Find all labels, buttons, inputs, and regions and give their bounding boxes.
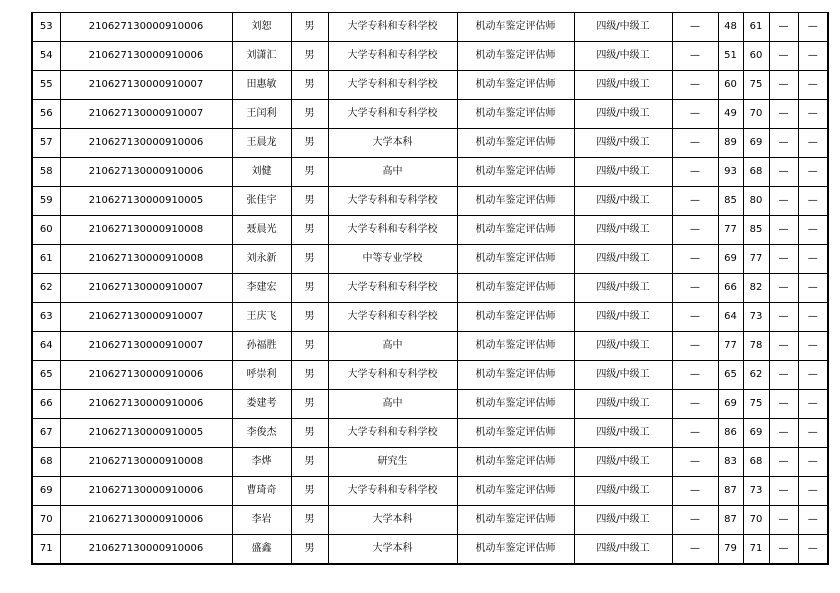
table-row <box>32 245 828 274</box>
blank-cell: — <box>672 332 718 361</box>
gender-cell: 男 <box>291 158 328 187</box>
gender-cell: 男 <box>291 390 328 419</box>
name-cell: 李烨 <box>232 448 291 477</box>
occupation-cell: 机动车鉴定评估师 <box>457 274 574 303</box>
blank-cell: — <box>672 216 718 245</box>
theory-score-cell: 65 <box>718 361 743 390</box>
table-row <box>32 535 828 565</box>
blank-cell: — <box>769 274 798 303</box>
level-cell: 四级/中级工 <box>574 448 672 477</box>
blank-cell: — <box>798 245 828 274</box>
practical-score-cell: 60 <box>743 42 769 71</box>
table-row <box>32 42 828 71</box>
name-cell: 刘健 <box>232 158 291 187</box>
gender-cell: 男 <box>291 187 328 216</box>
education-cell: 大学专科和专科学校 <box>328 274 457 303</box>
gender-cell: 男 <box>291 303 328 332</box>
occupation-cell: 机动车鉴定评估师 <box>457 13 574 42</box>
level-cell: 四级/中级工 <box>574 42 672 71</box>
blank-cell: — <box>769 361 798 390</box>
education-cell: 大学专科和专科学校 <box>328 71 457 100</box>
theory-score-cell: 83 <box>718 448 743 477</box>
education-cell: 大学专科和专科学校 <box>328 42 457 71</box>
blank-cell: — <box>672 42 718 71</box>
blank-cell: — <box>798 158 828 187</box>
occupation-cell: 机动车鉴定评估师 <box>457 506 574 535</box>
id-number-cell: 210627130000910005 <box>60 419 232 448</box>
blank-cell: — <box>769 245 798 274</box>
practical-score-cell: 82 <box>743 274 769 303</box>
theory-score-cell: 79 <box>718 535 743 565</box>
blank-cell: — <box>769 448 798 477</box>
level-cell: 四级/中级工 <box>574 332 672 361</box>
occupation-cell: 机动车鉴定评估师 <box>457 361 574 390</box>
education-cell: 大学本科 <box>328 535 457 565</box>
practical-score-cell: 73 <box>743 303 769 332</box>
level-cell: 四级/中级工 <box>574 71 672 100</box>
blank-cell: — <box>769 303 798 332</box>
name-cell: 孙福胜 <box>232 332 291 361</box>
id-number-cell: 210627130000910006 <box>60 158 232 187</box>
gender-cell: 男 <box>291 71 328 100</box>
candidate-results-table <box>31 12 829 565</box>
education-cell: 中等专业学校 <box>328 245 457 274</box>
blank-cell: — <box>672 506 718 535</box>
blank-cell: — <box>798 216 828 245</box>
occupation-cell: 机动车鉴定评估师 <box>457 477 574 506</box>
gender-cell: 男 <box>291 129 328 158</box>
table-row <box>32 274 828 303</box>
theory-score-cell: 60 <box>718 71 743 100</box>
blank-cell: — <box>672 390 718 419</box>
gender-cell: 男 <box>291 13 328 42</box>
education-cell: 高中 <box>328 390 457 419</box>
practical-score-cell: 73 <box>743 477 769 506</box>
id-number-cell: 210627130000910006 <box>60 42 232 71</box>
table-row <box>32 419 828 448</box>
id-number-cell: 210627130000910007 <box>60 71 232 100</box>
occupation-cell: 机动车鉴定评估师 <box>457 187 574 216</box>
name-cell: 盛鑫 <box>232 535 291 565</box>
blank-cell: — <box>769 71 798 100</box>
practical-score-cell: 75 <box>743 71 769 100</box>
blank-cell: — <box>672 158 718 187</box>
gender-cell: 男 <box>291 274 328 303</box>
level-cell: 四级/中级工 <box>574 506 672 535</box>
theory-score-cell: 66 <box>718 274 743 303</box>
table-row <box>32 448 828 477</box>
blank-cell: — <box>798 71 828 100</box>
row-number-cell: 62 <box>32 274 60 303</box>
row-number-cell: 66 <box>32 390 60 419</box>
practical-score-cell: 71 <box>743 535 769 565</box>
blank-cell: — <box>798 448 828 477</box>
blank-cell: — <box>798 332 828 361</box>
occupation-cell: 机动车鉴定评估师 <box>457 390 574 419</box>
blank-cell: — <box>798 129 828 158</box>
blank-cell: — <box>798 100 828 129</box>
education-cell: 大学专科和专科学校 <box>328 361 457 390</box>
table-row <box>32 332 828 361</box>
id-number-cell: 210627130000910007 <box>60 303 232 332</box>
occupation-cell: 机动车鉴定评估师 <box>457 245 574 274</box>
blank-cell: — <box>798 274 828 303</box>
row-number-cell: 53 <box>32 13 60 42</box>
table-row <box>32 506 828 535</box>
blank-cell: — <box>798 361 828 390</box>
education-cell: 大学专科和专科学校 <box>328 100 457 129</box>
id-number-cell: 210627130000910007 <box>60 274 232 303</box>
education-cell: 研究生 <box>328 448 457 477</box>
level-cell: 四级/中级工 <box>574 187 672 216</box>
name-cell: 李俊杰 <box>232 419 291 448</box>
blank-cell: — <box>769 158 798 187</box>
blank-cell: — <box>672 245 718 274</box>
level-cell: 四级/中级工 <box>574 303 672 332</box>
row-number-cell: 61 <box>32 245 60 274</box>
table-row <box>32 129 828 158</box>
practical-score-cell: 69 <box>743 419 769 448</box>
row-number-cell: 69 <box>32 477 60 506</box>
practical-score-cell: 62 <box>743 361 769 390</box>
practical-score-cell: 80 <box>743 187 769 216</box>
occupation-cell: 机动车鉴定评估师 <box>457 448 574 477</box>
level-cell: 四级/中级工 <box>574 390 672 419</box>
name-cell: 刘恕 <box>232 13 291 42</box>
theory-score-cell: 51 <box>718 42 743 71</box>
name-cell: 王闰利 <box>232 100 291 129</box>
name-cell: 李建宏 <box>232 274 291 303</box>
name-cell: 刘潇汇 <box>232 42 291 71</box>
education-cell: 高中 <box>328 332 457 361</box>
name-cell: 王庆飞 <box>232 303 291 332</box>
name-cell: 张佳宇 <box>232 187 291 216</box>
blank-cell: — <box>769 535 798 565</box>
blank-cell: — <box>769 506 798 535</box>
blank-cell: — <box>672 303 718 332</box>
occupation-cell: 机动车鉴定评估师 <box>457 419 574 448</box>
id-number-cell: 210627130000910006 <box>60 535 232 565</box>
gender-cell: 男 <box>291 100 328 129</box>
table-row <box>32 158 828 187</box>
education-cell: 大学专科和专科学校 <box>328 13 457 42</box>
row-number-cell: 56 <box>32 100 60 129</box>
table-row <box>32 303 828 332</box>
practical-score-cell: 68 <box>743 158 769 187</box>
practical-score-cell: 70 <box>743 506 769 535</box>
blank-cell: — <box>672 100 718 129</box>
education-cell: 高中 <box>328 158 457 187</box>
practical-score-cell: 69 <box>743 129 769 158</box>
table-row <box>32 187 828 216</box>
gender-cell: 男 <box>291 506 328 535</box>
practical-score-cell: 70 <box>743 100 769 129</box>
id-number-cell: 210627130000910008 <box>60 245 232 274</box>
gender-cell: 男 <box>291 448 328 477</box>
level-cell: 四级/中级工 <box>574 100 672 129</box>
education-cell: 大学专科和专科学校 <box>328 216 457 245</box>
name-cell: 田惠敏 <box>232 71 291 100</box>
theory-score-cell: 77 <box>718 216 743 245</box>
blank-cell: — <box>798 303 828 332</box>
theory-score-cell: 89 <box>718 129 743 158</box>
blank-cell: — <box>769 477 798 506</box>
row-number-cell: 59 <box>32 187 60 216</box>
id-number-cell: 210627130000910006 <box>60 361 232 390</box>
blank-cell: — <box>769 129 798 158</box>
name-cell: 李岩 <box>232 506 291 535</box>
name-cell: 娄建考 <box>232 390 291 419</box>
education-cell: 大学专科和专科学校 <box>328 419 457 448</box>
blank-cell: — <box>672 71 718 100</box>
table-row <box>32 477 828 506</box>
occupation-cell: 机动车鉴定评估师 <box>457 332 574 361</box>
row-number-cell: 65 <box>32 361 60 390</box>
row-number-cell: 58 <box>32 158 60 187</box>
table-row <box>32 100 828 129</box>
theory-score-cell: 93 <box>718 158 743 187</box>
blank-cell: — <box>798 419 828 448</box>
occupation-cell: 机动车鉴定评估师 <box>457 216 574 245</box>
level-cell: 四级/中级工 <box>574 245 672 274</box>
theory-score-cell: 69 <box>718 390 743 419</box>
blank-cell: — <box>798 42 828 71</box>
id-number-cell: 210627130000910006 <box>60 506 232 535</box>
practical-score-cell: 68 <box>743 448 769 477</box>
occupation-cell: 机动车鉴定评估师 <box>457 42 574 71</box>
level-cell: 四级/中级工 <box>574 535 672 565</box>
theory-score-cell: 69 <box>718 245 743 274</box>
blank-cell: — <box>672 129 718 158</box>
blank-cell: — <box>798 535 828 565</box>
level-cell: 四级/中级工 <box>574 158 672 187</box>
row-number-cell: 71 <box>32 535 60 565</box>
occupation-cell: 机动车鉴定评估师 <box>457 100 574 129</box>
name-cell: 王晨龙 <box>232 129 291 158</box>
row-number-cell: 63 <box>32 303 60 332</box>
row-number-cell: 55 <box>32 71 60 100</box>
name-cell: 聂晨光 <box>232 216 291 245</box>
blank-cell: — <box>798 13 828 42</box>
name-cell: 刘永新 <box>232 245 291 274</box>
blank-cell: — <box>672 477 718 506</box>
blank-cell: — <box>769 42 798 71</box>
level-cell: 四级/中级工 <box>574 477 672 506</box>
row-number-cell: 67 <box>32 419 60 448</box>
education-cell: 大学专科和专科学校 <box>328 303 457 332</box>
education-cell: 大学专科和专科学校 <box>328 187 457 216</box>
blank-cell: — <box>798 187 828 216</box>
level-cell: 四级/中级工 <box>574 361 672 390</box>
blank-cell: — <box>769 390 798 419</box>
row-number-cell: 68 <box>32 448 60 477</box>
blank-cell: — <box>672 535 718 565</box>
table-row <box>32 390 828 419</box>
theory-score-cell: 49 <box>718 100 743 129</box>
level-cell: 四级/中级工 <box>574 129 672 158</box>
blank-cell: — <box>798 477 828 506</box>
id-number-cell: 210627130000910008 <box>60 448 232 477</box>
blank-cell: — <box>769 419 798 448</box>
id-number-cell: 210627130000910007 <box>60 100 232 129</box>
practical-score-cell: 61 <box>743 13 769 42</box>
blank-cell: — <box>672 419 718 448</box>
occupation-cell: 机动车鉴定评估师 <box>457 535 574 565</box>
row-number-cell: 57 <box>32 129 60 158</box>
practical-score-cell: 78 <box>743 332 769 361</box>
practical-score-cell: 85 <box>743 216 769 245</box>
blank-cell: — <box>769 216 798 245</box>
education-cell: 大学本科 <box>328 506 457 535</box>
id-number-cell: 210627130000910006 <box>60 13 232 42</box>
blank-cell: — <box>769 187 798 216</box>
gender-cell: 男 <box>291 477 328 506</box>
theory-score-cell: 87 <box>718 506 743 535</box>
table-body <box>32 13 828 565</box>
occupation-cell: 机动车鉴定评估师 <box>457 158 574 187</box>
level-cell: 四级/中级工 <box>574 419 672 448</box>
blank-cell: — <box>769 100 798 129</box>
blank-cell: — <box>769 332 798 361</box>
gender-cell: 男 <box>291 361 328 390</box>
row-number-cell: 70 <box>32 506 60 535</box>
blank-cell: — <box>672 448 718 477</box>
name-cell: 曹琦奇 <box>232 477 291 506</box>
row-number-cell: 60 <box>32 216 60 245</box>
theory-score-cell: 87 <box>718 477 743 506</box>
name-cell: 呼崇利 <box>232 361 291 390</box>
table-row <box>32 216 828 245</box>
row-number-cell: 64 <box>32 332 60 361</box>
blank-cell: — <box>672 361 718 390</box>
theory-score-cell: 48 <box>718 13 743 42</box>
blank-cell: — <box>769 13 798 42</box>
occupation-cell: 机动车鉴定评估师 <box>457 303 574 332</box>
level-cell: 四级/中级工 <box>574 13 672 42</box>
education-cell: 大学本科 <box>328 129 457 158</box>
blank-cell: — <box>672 13 718 42</box>
gender-cell: 男 <box>291 419 328 448</box>
blank-cell: — <box>798 390 828 419</box>
id-number-cell: 210627130000910005 <box>60 187 232 216</box>
occupation-cell: 机动车鉴定评估师 <box>457 71 574 100</box>
blank-cell: — <box>798 506 828 535</box>
theory-score-cell: 77 <box>718 332 743 361</box>
occupation-cell: 机动车鉴定评估师 <box>457 129 574 158</box>
education-cell: 大学专科和专科学校 <box>328 477 457 506</box>
id-number-cell: 210627130000910008 <box>60 216 232 245</box>
gender-cell: 男 <box>291 332 328 361</box>
practical-score-cell: 77 <box>743 245 769 274</box>
theory-score-cell: 86 <box>718 419 743 448</box>
table-row <box>32 71 828 100</box>
table-row <box>32 13 828 42</box>
id-number-cell: 210627130000910006 <box>60 390 232 419</box>
id-number-cell: 210627130000910006 <box>60 477 232 506</box>
gender-cell: 男 <box>291 216 328 245</box>
practical-score-cell: 75 <box>743 390 769 419</box>
gender-cell: 男 <box>291 42 328 71</box>
theory-score-cell: 85 <box>718 187 743 216</box>
id-number-cell: 210627130000910007 <box>60 332 232 361</box>
id-number-cell: 210627130000910006 <box>60 129 232 158</box>
level-cell: 四级/中级工 <box>574 274 672 303</box>
theory-score-cell: 64 <box>718 303 743 332</box>
row-number-cell: 54 <box>32 42 60 71</box>
gender-cell: 男 <box>291 535 328 565</box>
level-cell: 四级/中级工 <box>574 216 672 245</box>
blank-cell: — <box>672 274 718 303</box>
gender-cell: 男 <box>291 245 328 274</box>
table-row <box>32 361 828 390</box>
blank-cell: — <box>672 187 718 216</box>
